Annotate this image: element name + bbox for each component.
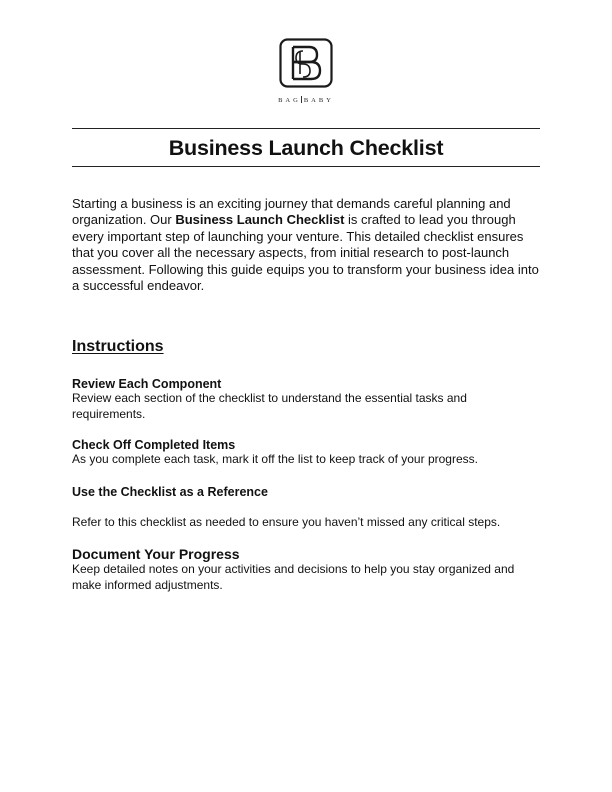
title-rule-bottom	[72, 166, 540, 167]
brand-word-right: BABY	[303, 97, 334, 104]
instruction-body-4: Keep detailed notes on your activities and decisions to help you stay organized and make informed adjustments.	[72, 562, 515, 592]
intro-text-2: is crafted to lead you through every important step of launching your venture. This detailed checklist ensures that you cover all the necessary aspects, from initial research to post-launch assessment. Following this guide equips you to transform your business idea into a successful endeavor.	[72, 212, 539, 294]
instruction-body-3: Refer to this checklist as needed to ensure you haven’t missed any critical steps.	[72, 515, 501, 529]
intro-paragraph	[72, 196, 542, 294]
instruction-body-1: Review each section of the checklist to understand the essential tasks and requirements.	[72, 391, 467, 421]
instructions-heading: Instructions	[72, 338, 164, 355]
bagbaby-logo-icon	[279, 38, 333, 88]
brand-word-left: BAG	[278, 97, 301, 104]
brand-wordmark	[0, 96, 612, 104]
instruction-title-1: Review Each Component	[72, 377, 222, 391]
brand-logo	[0, 38, 612, 104]
intro-text-1: Starting a business is an exciting journey that demands careful planning and organization. Our	[72, 196, 511, 228]
instruction-body-2: As you complete each task, mark it off the list to keep track of your progress.	[72, 452, 478, 466]
title-rule-top	[72, 128, 540, 129]
page-title: Business Launch Checklist	[168, 136, 444, 160]
instruction-title-3: Use the Checklist as a Reference	[72, 485, 268, 499]
instruction-title-2: Check Off Completed Items	[72, 438, 236, 452]
brand-separator	[301, 96, 302, 103]
intro-bold-text: Business Launch Checklist	[175, 212, 345, 228]
instruction-title-4: Document Your Progress	[72, 546, 240, 562]
